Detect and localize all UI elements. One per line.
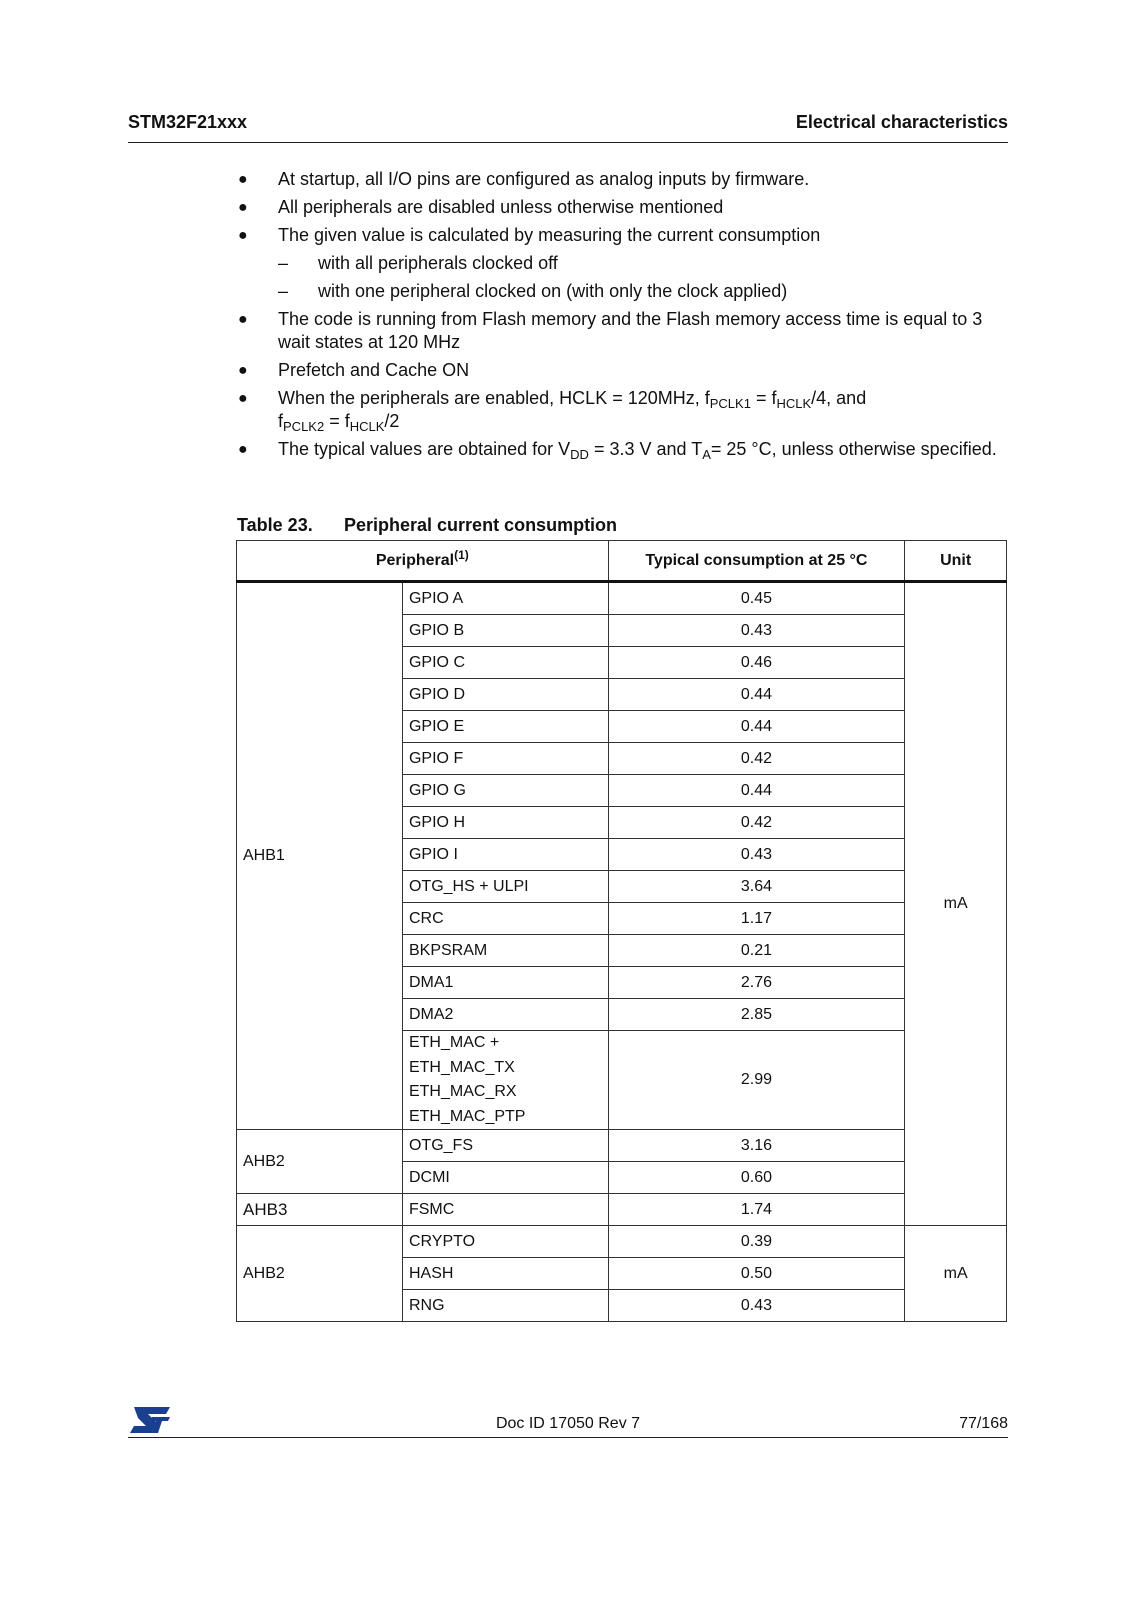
consumption-value: 0.60 — [608, 1162, 905, 1194]
consumption-value: 3.16 — [608, 1130, 905, 1162]
bullet-icon: ● — [238, 441, 248, 458]
peripheral-name: HASH — [402, 1258, 608, 1290]
page-number: 77/168 — [959, 1415, 1008, 1432]
peripheral-name: GPIO A — [402, 582, 608, 615]
header-peripheral: Peripheral$^{(1)}$ — [237, 541, 609, 582]
consumption-value: 0.44 — [608, 711, 905, 743]
list-item: ● The code is running from Flash memory and the Flash memory access time is equal to 3 wait states at 120 MHz — [238, 309, 983, 352]
table-caption — [237, 515, 617, 536]
consumption-value: 2.76 — [608, 967, 905, 999]
consumption-value: 1.74 — [608, 1194, 905, 1226]
consumption-value: 1.17 — [608, 903, 905, 935]
header-unit: Unit — [905, 541, 1007, 582]
group-ahb2-second: AHB2 — [237, 1226, 403, 1322]
peripheral-name-eth: ETH_MAC + ETH_MAC_TX ETH_MAC_RX ETH_MAC_PTP — [402, 1031, 608, 1130]
doc-id: Doc ID 17050 Rev 7 — [495, 1415, 641, 1432]
peripheral-name: GPIO E — [402, 711, 608, 743]
list-item: ● The typical values are obtained for $V_{DD} = 3.3$ V and $T_A= 25$ °C, unless otherwise specified. — [238, 439, 997, 462]
list-item: ● The given value is calculated by measuring the current consumption — [238, 225, 821, 245]
unit-cell: mA — [905, 582, 1007, 1226]
list-item: ● All peripherals are disabled unless otherwise mentioned — [238, 197, 724, 217]
peripheral-name: OTG_HS + ULPI — [402, 871, 608, 903]
peripheral-name: GPIO C — [402, 647, 608, 679]
list-item: ● At startup, all I/O pins are configured as analog inputs by firmware. — [238, 169, 810, 189]
consumption-value: 0.21 — [608, 935, 905, 967]
peripheral-name: DMA1 — [402, 967, 608, 999]
table-row — [237, 582, 1007, 615]
peripheral-name: CRYPTO — [402, 1226, 608, 1258]
bullet-icon: ● — [238, 311, 248, 328]
table-number: Table 23. — [237, 515, 313, 535]
bullet-list — [238, 168, 1008, 466]
consumption-value: 3.64 — [608, 871, 905, 903]
sub-list-item: – with all peripherals clocked off — [278, 253, 558, 273]
bullet-icon: ● — [238, 199, 248, 216]
peripheral-name: BKPSRAM — [402, 935, 608, 967]
peripheral-name: GPIO B — [402, 615, 608, 647]
consumption-value: 0.46 — [608, 647, 905, 679]
group-ahb3: AHB3 — [237, 1194, 403, 1226]
consumption-value: 0.43 — [608, 615, 905, 647]
consumption-value: 0.39 — [608, 1226, 905, 1258]
list-item: ● When the peripherals are enabled, HCLK = 120MHz, $f_{PCLK1} = f_{HCLK}/4$, and $f_{PCLK2} = f_{HCLK}/2$ — [238, 388, 867, 434]
peripheral-name: GPIO H — [402, 807, 608, 839]
peripheral-name: GPIO G — [402, 775, 608, 807]
bullet-icon: ● — [238, 227, 248, 244]
consumption-value: 0.44 — [608, 775, 905, 807]
table-row — [237, 1130, 1007, 1162]
bullet-icon: ● — [238, 390, 248, 407]
bullet-icon: ● — [238, 171, 248, 188]
table-header-row — [237, 541, 1007, 582]
consumption-value: 2.85 — [608, 999, 905, 1031]
peripheral-current-table — [236, 540, 1007, 1322]
consumption-value: 0.45 — [608, 582, 905, 615]
peripheral-name: OTG_FS — [402, 1130, 608, 1162]
unit-cell: mA — [905, 1226, 1007, 1322]
section-title: Electrical characteristics — [795, 112, 1008, 132]
peripheral-name: DMA2 — [402, 999, 608, 1031]
group-ahb1: AHB1 — [237, 582, 403, 1130]
peripheral-name: GPIO F — [402, 743, 608, 775]
page-footer — [128, 1405, 1008, 1438]
page-header — [128, 108, 1008, 143]
peripheral-name: FSMC — [402, 1194, 608, 1226]
consumption-value: 0.44 — [608, 679, 905, 711]
peripheral-name: RNG — [402, 1290, 608, 1322]
peripheral-name: GPIO I — [402, 839, 608, 871]
peripheral-name: GPIO D — [402, 679, 608, 711]
table-title: Peripheral current consumption — [344, 515, 618, 535]
consumption-value: 0.42 — [608, 807, 905, 839]
group-ahb2: AHB2 — [237, 1130, 403, 1194]
bullet-icon: ● — [238, 362, 248, 379]
table-row — [237, 1194, 1007, 1226]
peripheral-name: DCMI — [402, 1162, 608, 1194]
peripheral-name: CRC — [402, 903, 608, 935]
consumption-value: 0.42 — [608, 743, 905, 775]
consumption-value: 2.99 — [608, 1031, 905, 1130]
sub-list-item: – with one peripheral clocked on (with only the clock applied) — [278, 281, 788, 301]
table-row — [237, 1226, 1007, 1258]
doc-title: STM32F21xxx — [128, 112, 248, 132]
list-item: ● Prefetch and Cache ON — [238, 360, 470, 380]
consumption-value: 0.43 — [608, 1290, 905, 1322]
header-typical: Typical consumption at 25 °C — [608, 541, 905, 582]
consumption-value: 0.50 — [608, 1258, 905, 1290]
consumption-value: 0.43 — [608, 839, 905, 871]
